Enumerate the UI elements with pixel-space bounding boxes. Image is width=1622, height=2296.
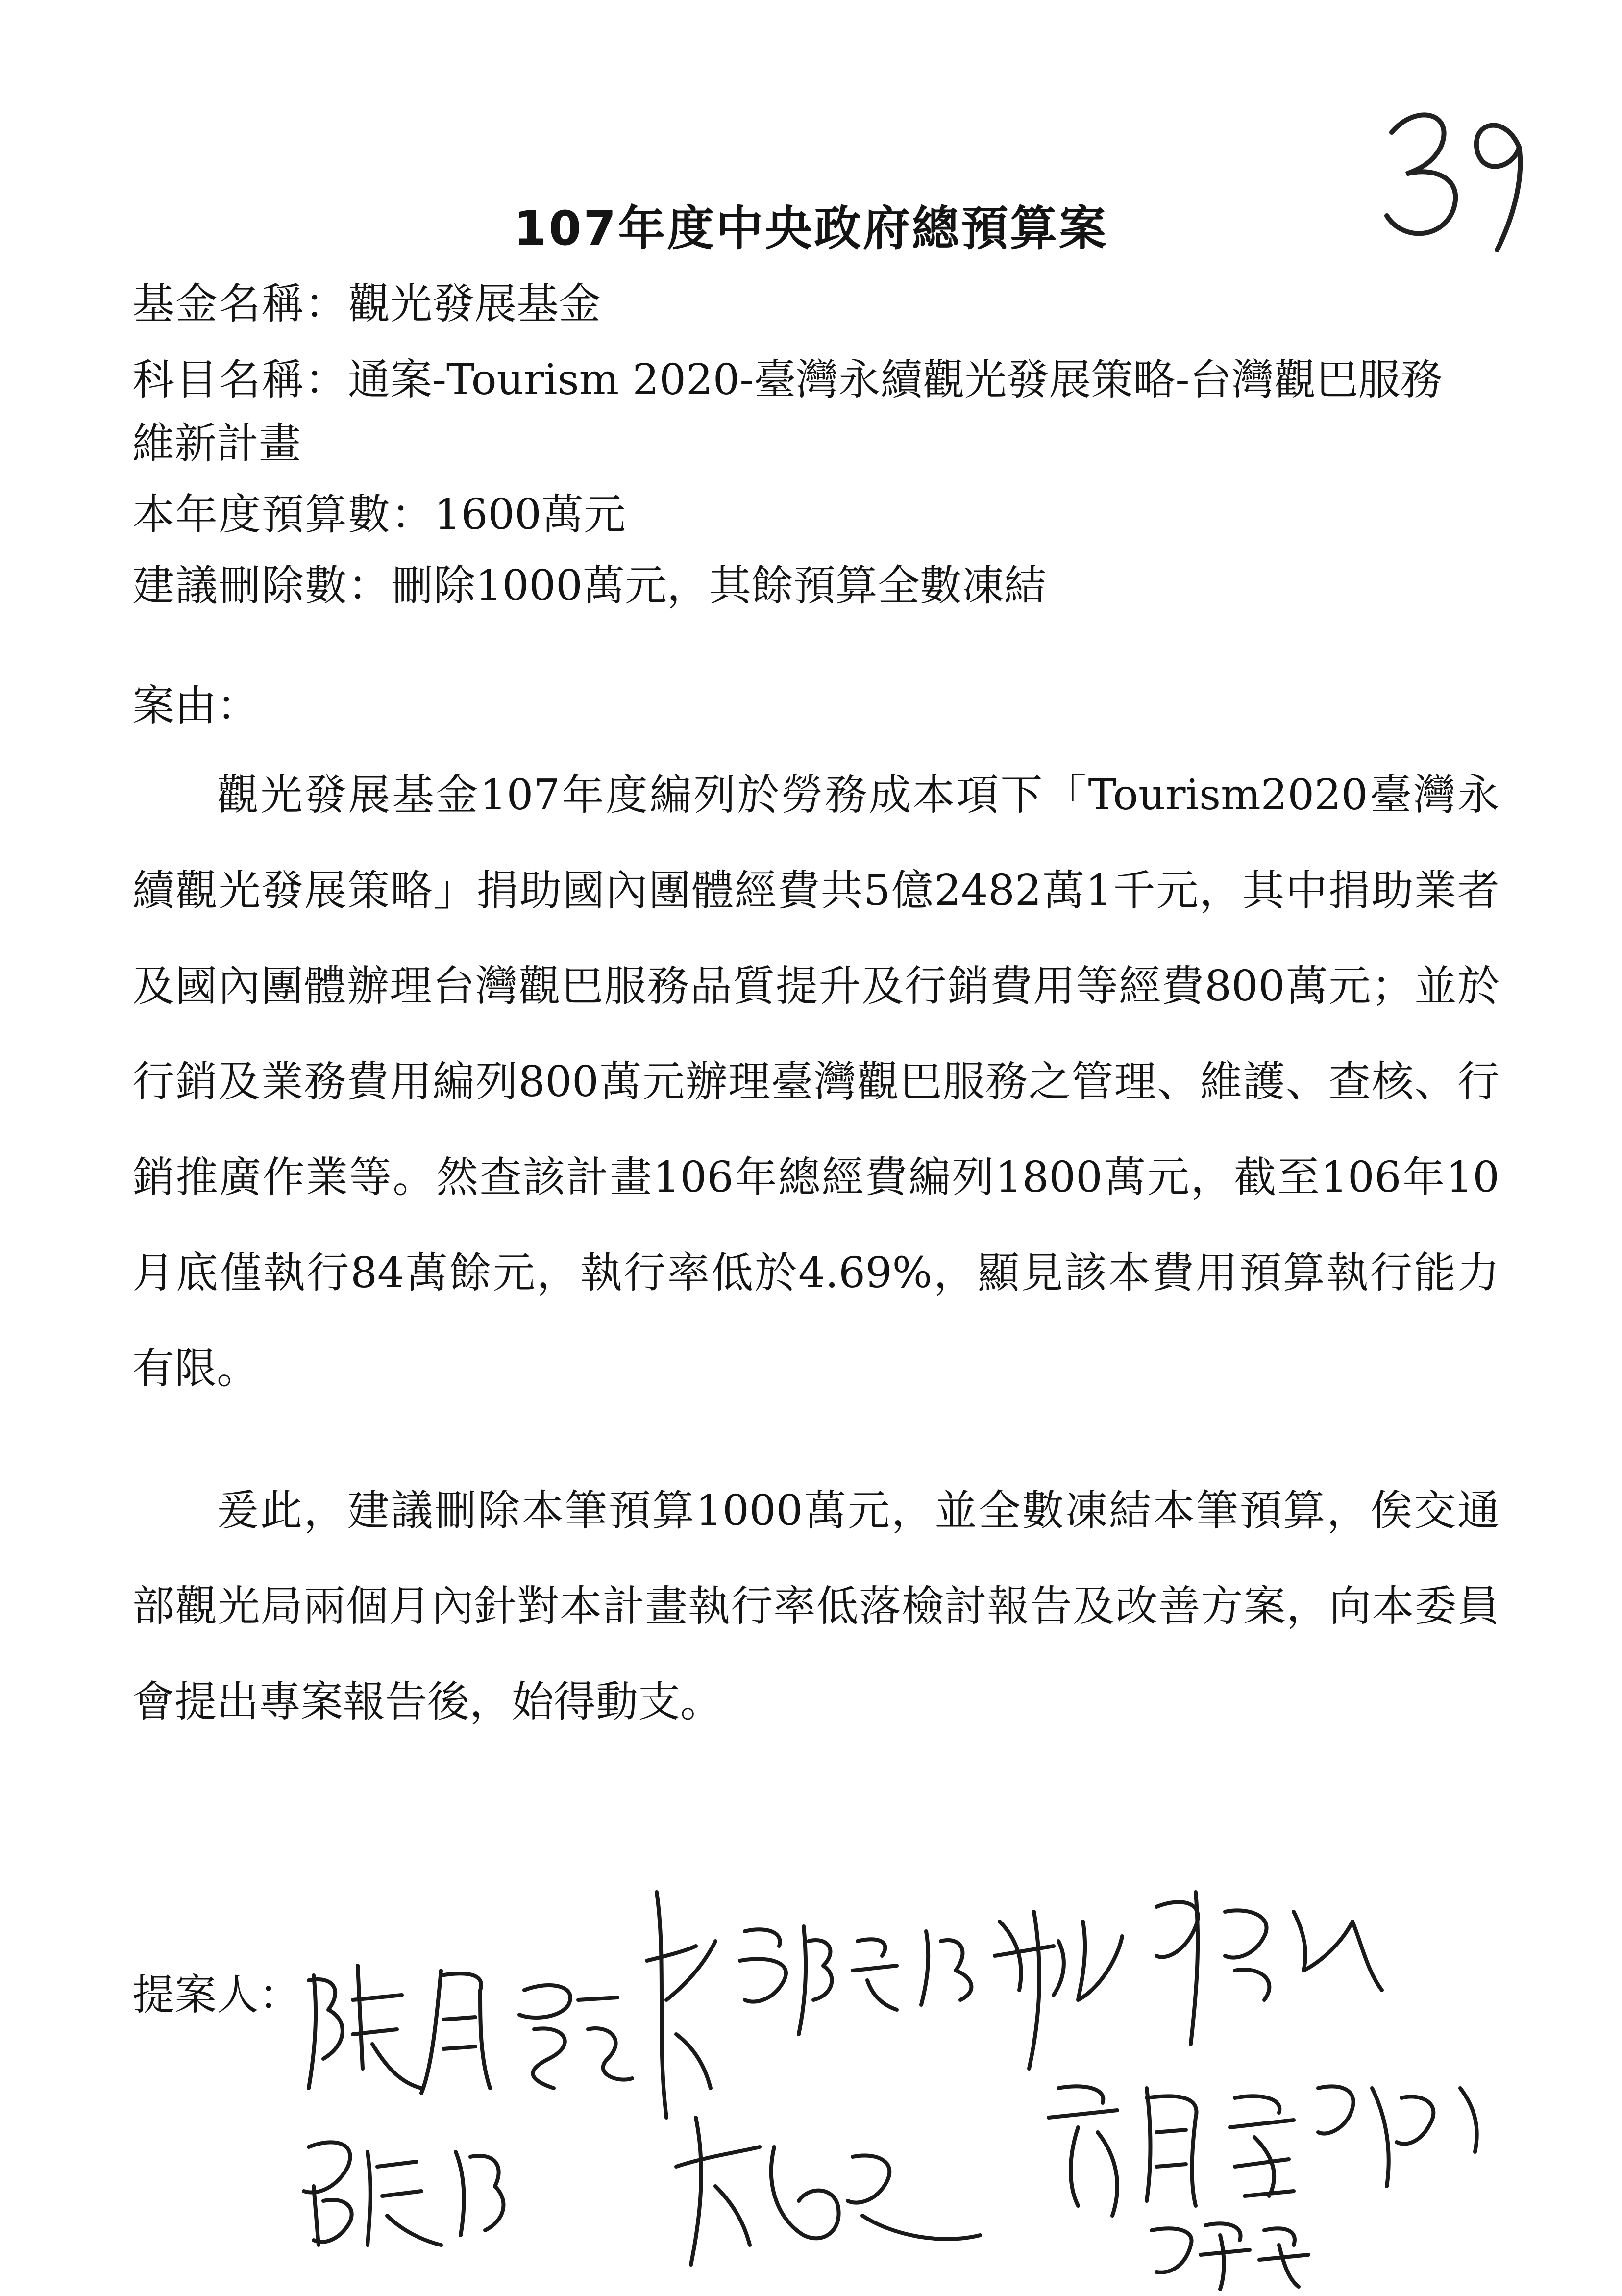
signature-6 bbox=[995, 1912, 1122, 2069]
signature-11 bbox=[1230, 2086, 1477, 2196]
budget-label: 本年度預算數： bbox=[132, 490, 434, 539]
signature-scribbles bbox=[274, 1814, 1622, 2294]
proposal-value: 刪除1000萬元，其餘預算全數凍結 bbox=[391, 561, 1046, 610]
signature-5 bbox=[853, 1931, 971, 2010]
document-title: 107年度中央政府總預算案 bbox=[514, 201, 1108, 256]
subject-label: 科目名稱： bbox=[132, 355, 348, 404]
proposer-label: 提案人： bbox=[132, 1971, 301, 2020]
case-paragraph-1: 觀光發展基金107年度編列於勞務成本項下「Tourism2020臺灣永續觀光發展策略」捐助國內團體經費共5億2482萬1千元，其中捐助業者及國內團體辦理台灣觀巴服務品質提升及行銷費用等經費800萬元；並於行銷及業務費用編列800萬元辦理臺灣觀巴服務之管理、維護、查核、行銷推廣作業等。然查該計畫106年總經費編列1800萬元，截至106年10月底僅執行84萬餘元，執行率低於4.69%，顯見該本費用預算執行能力有限。 bbox=[132, 771, 1499, 1393]
signature-10 bbox=[1049, 2086, 1197, 2216]
fund-value: 觀光發展基金 bbox=[348, 279, 601, 328]
proposal-label: 建議刪除數： bbox=[132, 561, 391, 610]
subject-name-line bbox=[132, 343, 1504, 417]
signature-12 bbox=[1152, 2223, 1308, 2289]
handwritten-signatures bbox=[274, 1814, 1622, 2294]
signature-4 bbox=[740, 1926, 832, 2034]
budget-line bbox=[132, 478, 1504, 551]
budget-value: 1600萬元 bbox=[434, 490, 626, 539]
fund-name-line bbox=[132, 267, 1504, 341]
subject-value-line1: 通案-Tourism 2020-臺灣永續觀光發展策略-台灣觀巴服務 bbox=[348, 355, 1443, 404]
case-heading: 案由： bbox=[132, 681, 259, 730]
signature-7 bbox=[1156, 1892, 1382, 2044]
signature-3 bbox=[647, 1892, 715, 2118]
signature-8 bbox=[304, 2142, 503, 2245]
subject-value-line2: 維新計畫 bbox=[132, 419, 301, 468]
signature-9 bbox=[676, 2118, 980, 2265]
signature-1 bbox=[309, 1966, 490, 2093]
subject-name-continuation bbox=[132, 407, 1504, 480]
proposed-deletion-line bbox=[132, 549, 1504, 623]
fund-label: 基金名稱： bbox=[132, 279, 348, 328]
case-paragraph-2: 爰此，建議刪除本筆預算1000萬元，並全數凍結本筆預算，俟交通部觀光局兩個月內針對本計畫執行率低落檢討報告及改善方案，向本委員會提出專案報告後，始得動支。 bbox=[132, 1486, 1499, 1726]
signature-2 bbox=[519, 1985, 632, 2088]
